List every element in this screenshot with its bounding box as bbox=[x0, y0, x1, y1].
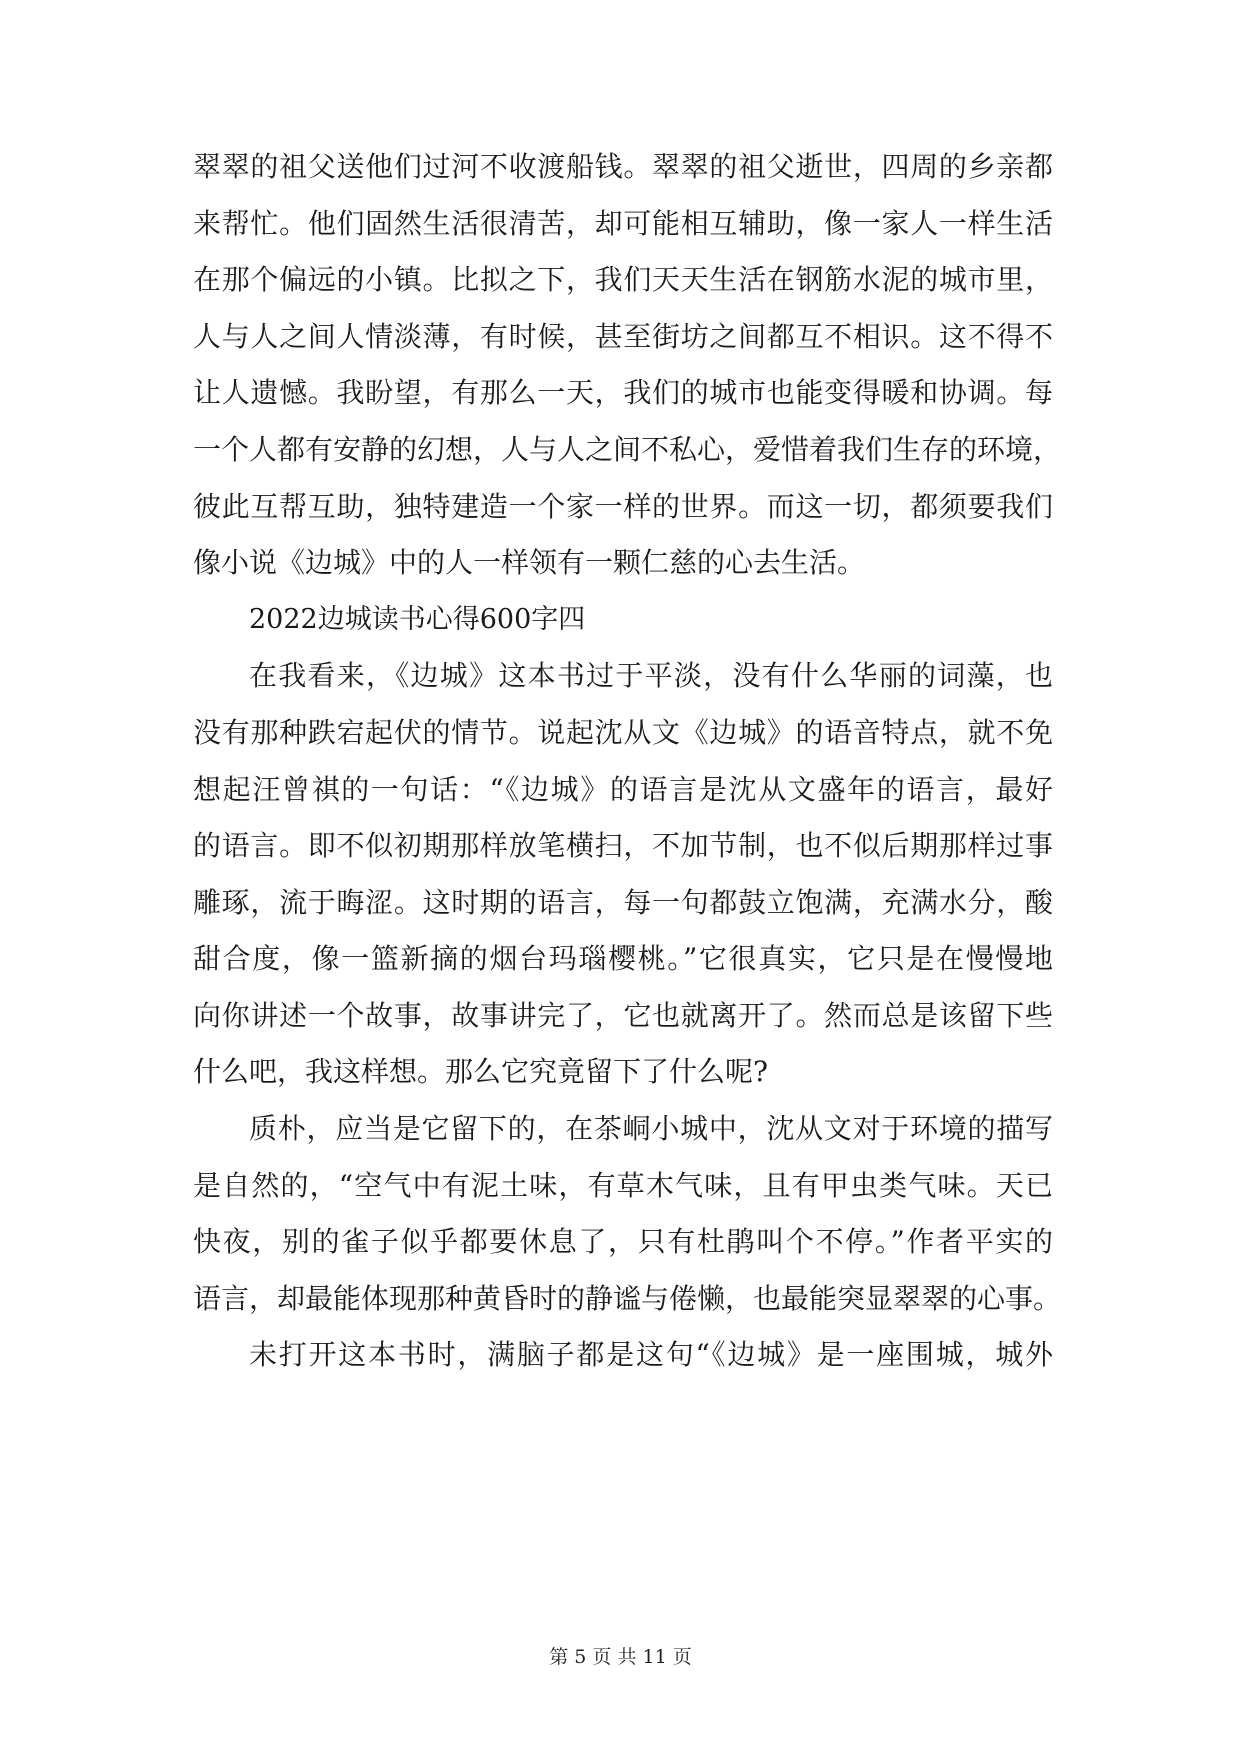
text-line: 没有那种跌宕起伏的情节。说起沈从文《边城》的语音特点，就不免 bbox=[193, 716, 1053, 749]
text-line: 来帮忙。他们固然生活很清苦，却可能相互辅助，像一家人一样生活 bbox=[193, 207, 1053, 240]
text-line: 什么吧，我这样想。那么它究竟留下了什么呢? bbox=[193, 1055, 769, 1088]
text-line: 的语言。即不似初期那样放笔横扫，不加节制，也不似后期那样过事 bbox=[193, 829, 1053, 862]
text-line: 像小说《边城》中的人一样领有一颗仁慈的心去生活。 bbox=[193, 546, 866, 579]
text-line: 未打开这本书时，满脑子都是这句“《边城》是一座围城，城外 bbox=[249, 1338, 1053, 1371]
text-line: 想起汪曾祺的一句话：“《边城》的语言是沈从文盛年的语言，最好 bbox=[193, 773, 1053, 806]
text-line: 彼此互帮互助，独特建造一个家一样的世界。而这一切，都须要我们 bbox=[193, 490, 1053, 523]
section-heading: 2022边城读书心得600字四 bbox=[249, 604, 586, 635]
text-line: 语言，却最能体现那种黄昏时的静谧与倦懒，也最能突显翠翠的心事。 bbox=[193, 1282, 1062, 1315]
page-footer: 第 5 页 共 11 页 bbox=[549, 1646, 692, 1668]
text-line: 一个人都有安静的幻想，人与人之间不私心，爱惜着我们生存的环境， bbox=[193, 433, 1062, 466]
text-line: 快夜，别的雀子似乎都要休息了，只有杜鹃叫个不停。”作者平实的 bbox=[193, 1225, 1053, 1258]
text-line: 翠翠的祖父送他们过河不收渡船钱。翠翠的祖父逝世，四周的乡亲都 bbox=[193, 150, 1053, 183]
text-line: 让人遗憾。我盼望，有那么一天，我们的城市也能变得暖和协调。每 bbox=[193, 376, 1053, 409]
text-line: 人与人之间人情淡薄，有时候，甚至街坊之间都互不相识。这不得不 bbox=[193, 320, 1053, 353]
text-line: 雕琢，流于晦涩。这时期的语言，每一句都鼓立饱满，充满水分，酸 bbox=[193, 886, 1053, 919]
text-line: 质朴，应当是它留下的，在茶峒小城中，沈从文对于环境的描写 bbox=[249, 1112, 1053, 1145]
text-line: 向你讲述一个故事，故事讲完了，它也就离开了。然而总是该留下些 bbox=[193, 999, 1053, 1032]
text-line: 在那个偏远的小镇。比拟之下，我们天天生活在钢筋水泥的城市里， bbox=[193, 263, 1053, 296]
text-line: 在我看来，《边城》这本书过于平淡，没有什么华丽的词藻，也 bbox=[249, 659, 1053, 692]
text-line: 是自然的，“空气中有泥土味，有草木气味，且有甲虫类气味。天已 bbox=[193, 1169, 1053, 1202]
text-line: 甜合度，像一篮新摘的烟台玛瑙樱桃。”它很真实，它只是在慢慢地 bbox=[193, 942, 1053, 975]
